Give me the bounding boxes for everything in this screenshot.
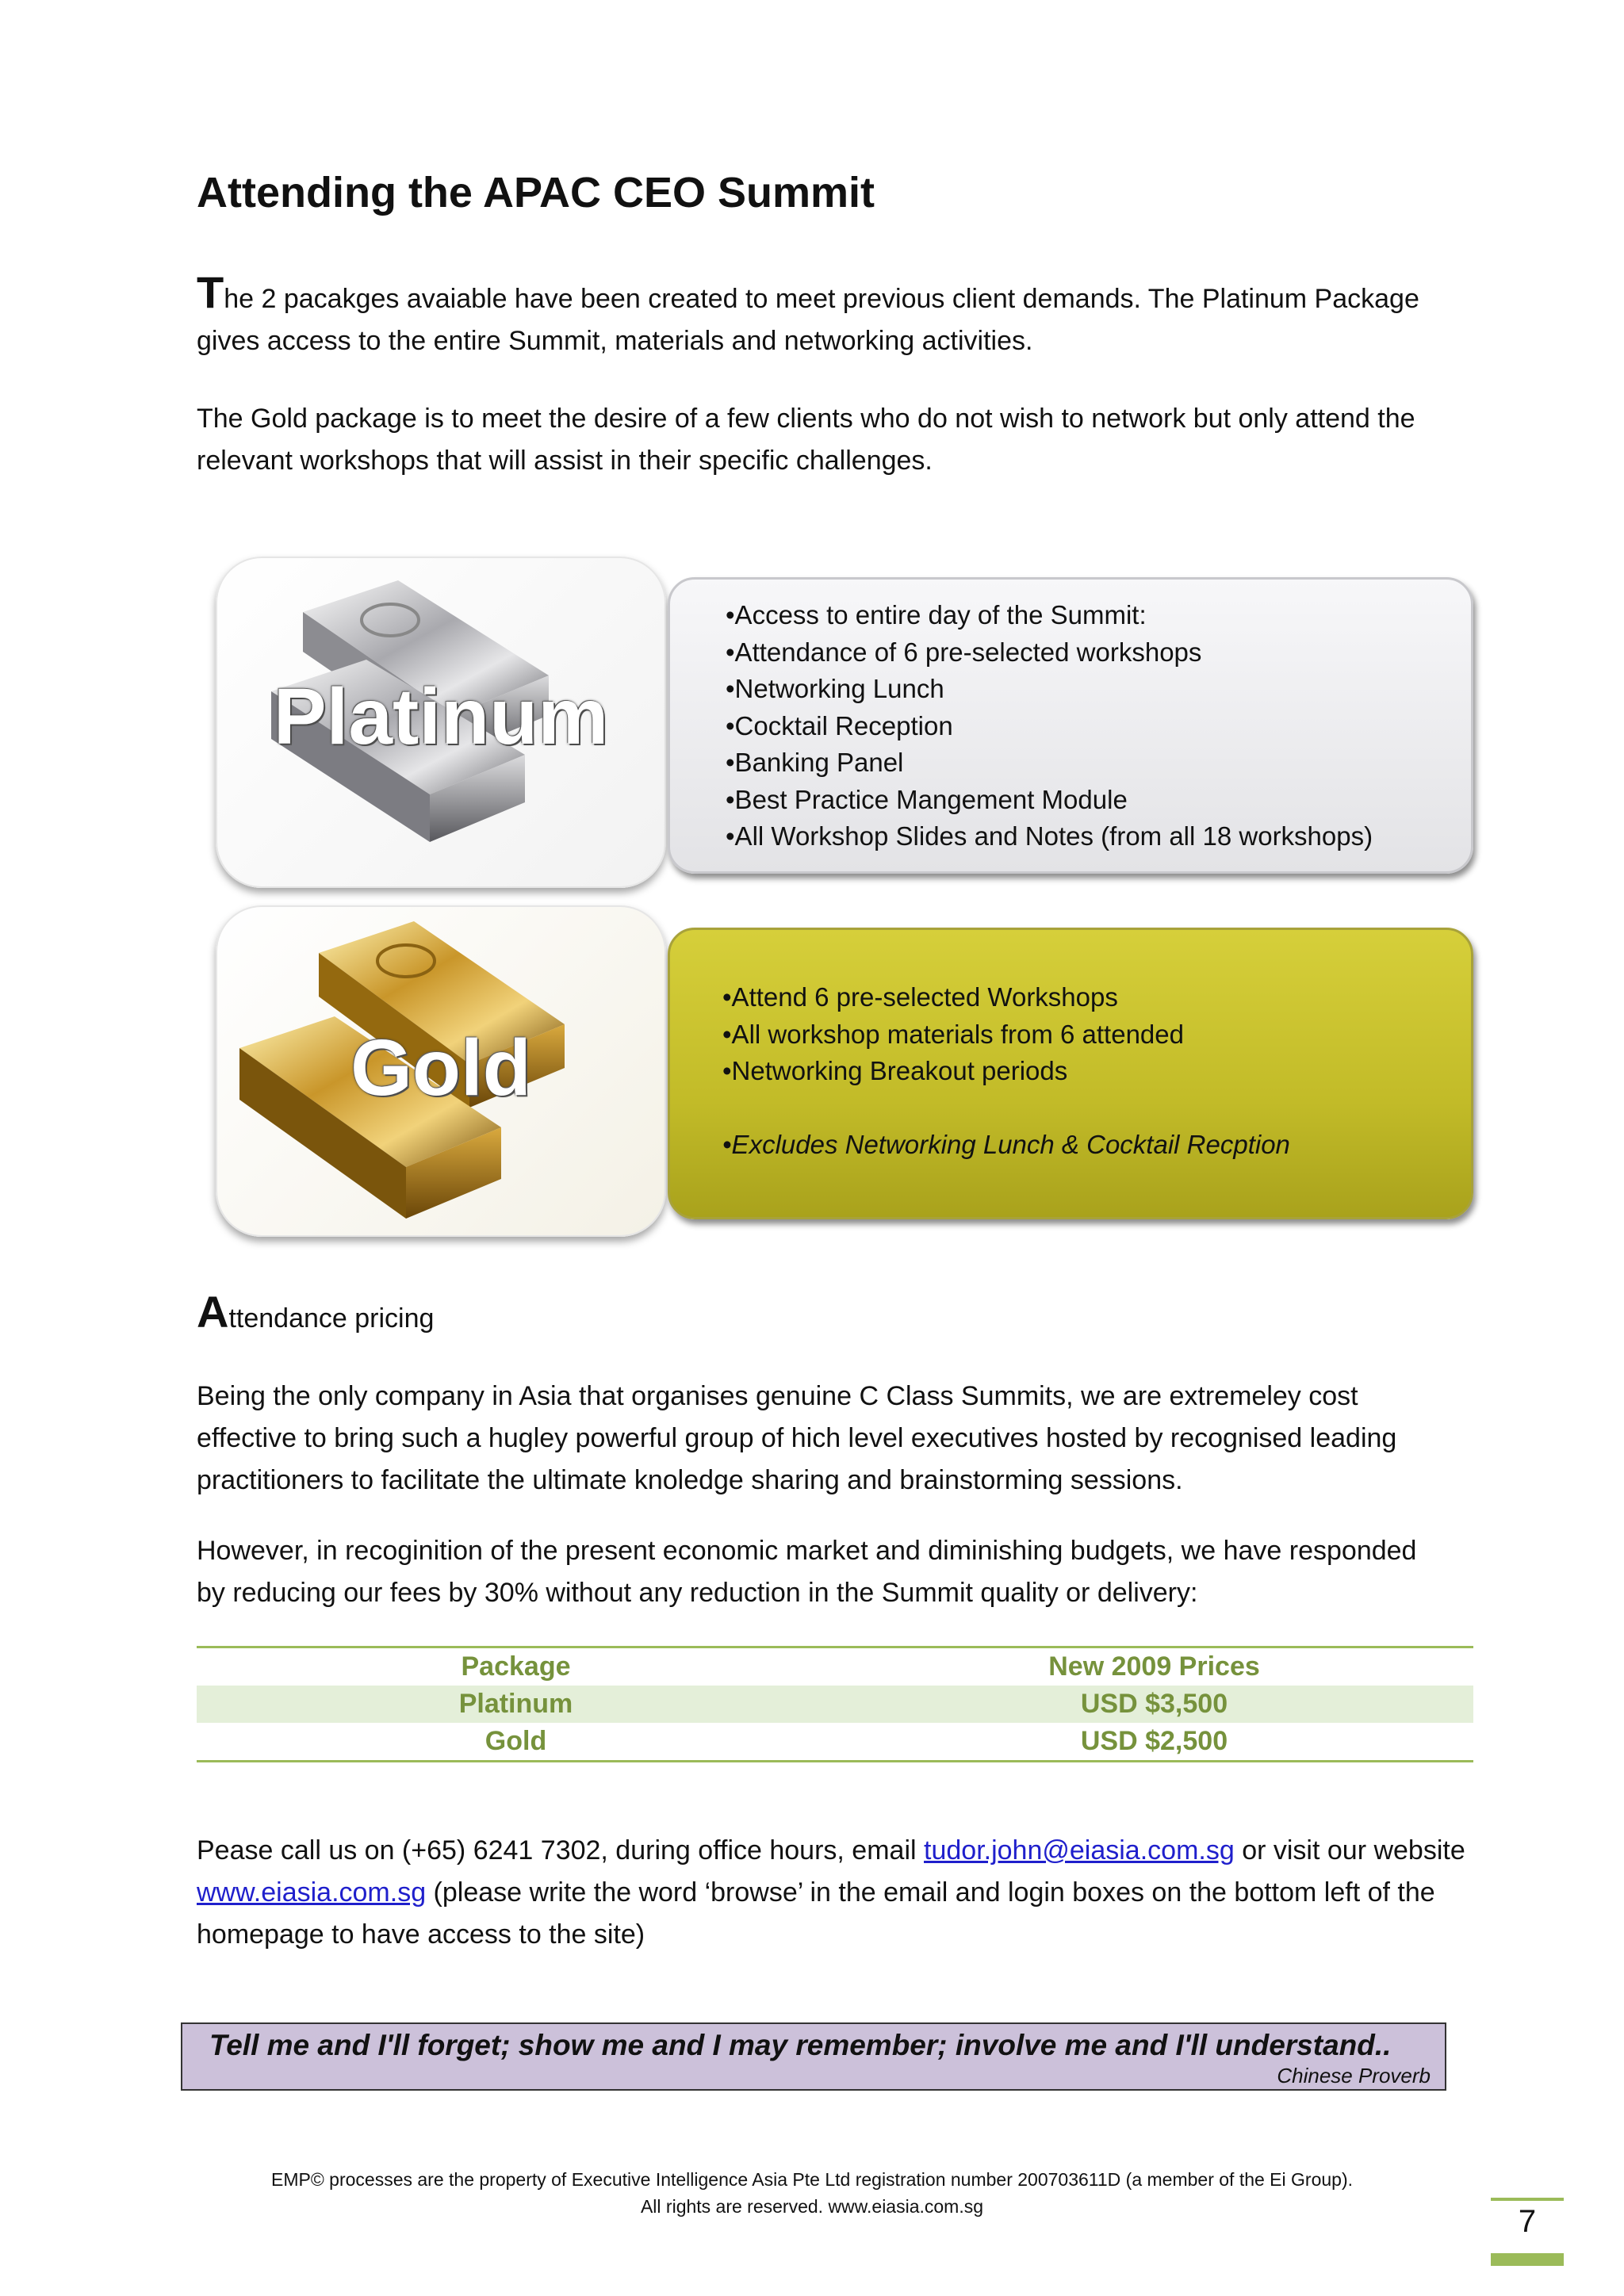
pricing-heading-text: ttendance pricing — [228, 1303, 435, 1334]
gold-intro-paragraph: The Gold package is to meet the desire of a few clients who do not wish to network but only attend the relevant workshops that will assist in their specific challenges. — [197, 404, 1415, 476]
platinum-image — [216, 557, 666, 888]
table-row — [197, 1723, 1473, 1762]
contact-middle: or visit our website — [1234, 1835, 1465, 1866]
platinum-feature: •All Workshop Slides and Notes (from all 18 workshops) — [726, 821, 1373, 851]
platinum-label: Platinum — [273, 672, 609, 761]
platinum-feature: •Attendance of 6 pre-selected workshops — [726, 637, 1202, 667]
table-cell: USD $3,500 — [1080, 1689, 1228, 1719]
table-header: Package — [461, 1651, 571, 1682]
platinum-feature: •Access to entire day of the Summit: — [726, 600, 1147, 629]
gold-label: Gold — [350, 1024, 531, 1112]
pricing-table — [197, 1646, 1473, 1762]
quote-box — [181, 2022, 1446, 2091]
platinum-feature: •Banking Panel — [726, 748, 904, 777]
table-row — [197, 1686, 1473, 1723]
intro-text: he 2 pacakges avaiable have been created to meet previous client demands. The Platinum Package gives access to the entire Summit, materials and networking activities. — [197, 284, 1419, 356]
table-cell: USD $2,500 — [1080, 1726, 1228, 1756]
gold-features-box — [668, 928, 1473, 1219]
contact-paragraph — [197, 1830, 1465, 1956]
table-header-row — [197, 1647, 1473, 1686]
platinum-feature: •Cocktail Reception — [726, 710, 953, 740]
gold-feature: •Networking Breakout periods — [722, 1056, 1068, 1085]
contact-suffix: (please write the word ‘browse’ in the email and login boxes on the bottom left of the homepage to have access to the site) — [197, 1877, 1435, 1950]
pricing-dropcap: A — [197, 1287, 229, 1337]
intro-dropcap: T — [197, 267, 224, 317]
footer-line-2: All rights are reserved. www.eiasia.com.sg — [640, 2196, 984, 2217]
pricing-paragraph-1: Being the only company in Asia that organises genuine C Class Summits, we are extremeley cost effective to bring such a hugley powerful group of hich level executives hosted by recognised leading practitioners to facilitate the ultimate knoledge sharing and brainstorming sessions. — [197, 1381, 1397, 1495]
gold-exclusion: •Excludes Networking Lunch & Cocktail Recption — [722, 1130, 1290, 1159]
quote-source: Chinese Proverb — [1277, 2064, 1431, 2087]
gold-feature: •Attend 6 pre-selected Workshops — [722, 982, 1118, 1012]
gold-feature-spacer — [722, 1090, 1290, 1127]
page-number-bar — [1491, 2253, 1564, 2266]
pricing-heading — [197, 1286, 434, 1337]
quote-text: Tell me and I'll forget; show me and I may remember; involve me and I'll understand.. — [209, 2029, 1392, 2061]
intro-paragraph — [197, 267, 1450, 362]
platinum-feature: •Networking Lunch — [726, 674, 944, 703]
contact-prefix: Pease call us on (+65) 6241 7302, during office hours, email — [197, 1835, 925, 1866]
gold-image — [216, 905, 666, 1237]
page-title: Attending the APAC CEO Summit — [197, 169, 875, 216]
platinum-features-list — [726, 597, 1373, 855]
platinum-features-box — [668, 577, 1473, 874]
page-number-top-rule — [1491, 2198, 1564, 2201]
platinum-feature: •Best Practice Mangement Module — [726, 784, 1128, 814]
website-link[interactable]: www.eiasia.com.sg — [197, 1877, 427, 1908]
gold-features-list — [722, 979, 1290, 1164]
pricing-paragraph-2: However, in recoginition of the present economic market and diminishing budgets, we have responded by reducing our fees by 30% without any reduction in the Summit quality or delivery: — [197, 1536, 1417, 1608]
page-number: 7 — [1518, 2204, 1537, 2239]
footer — [0, 2166, 1624, 2220]
table-cell: Platinum — [458, 1689, 573, 1719]
gold-feature: •All workshop materials from 6 attended — [722, 1019, 1184, 1049]
email-link[interactable]: tudor.john@eiasia.com.sg — [924, 1835, 1235, 1866]
footer-line-1: EMP© processes are the property of Executive Intelligence Asia Pte Ltd registration number 200703611D (a member of the Ei Group). — [270, 2169, 1353, 2190]
table-cell: Gold — [485, 1726, 547, 1756]
table-header: New 2009 Prices — [1048, 1651, 1260, 1682]
